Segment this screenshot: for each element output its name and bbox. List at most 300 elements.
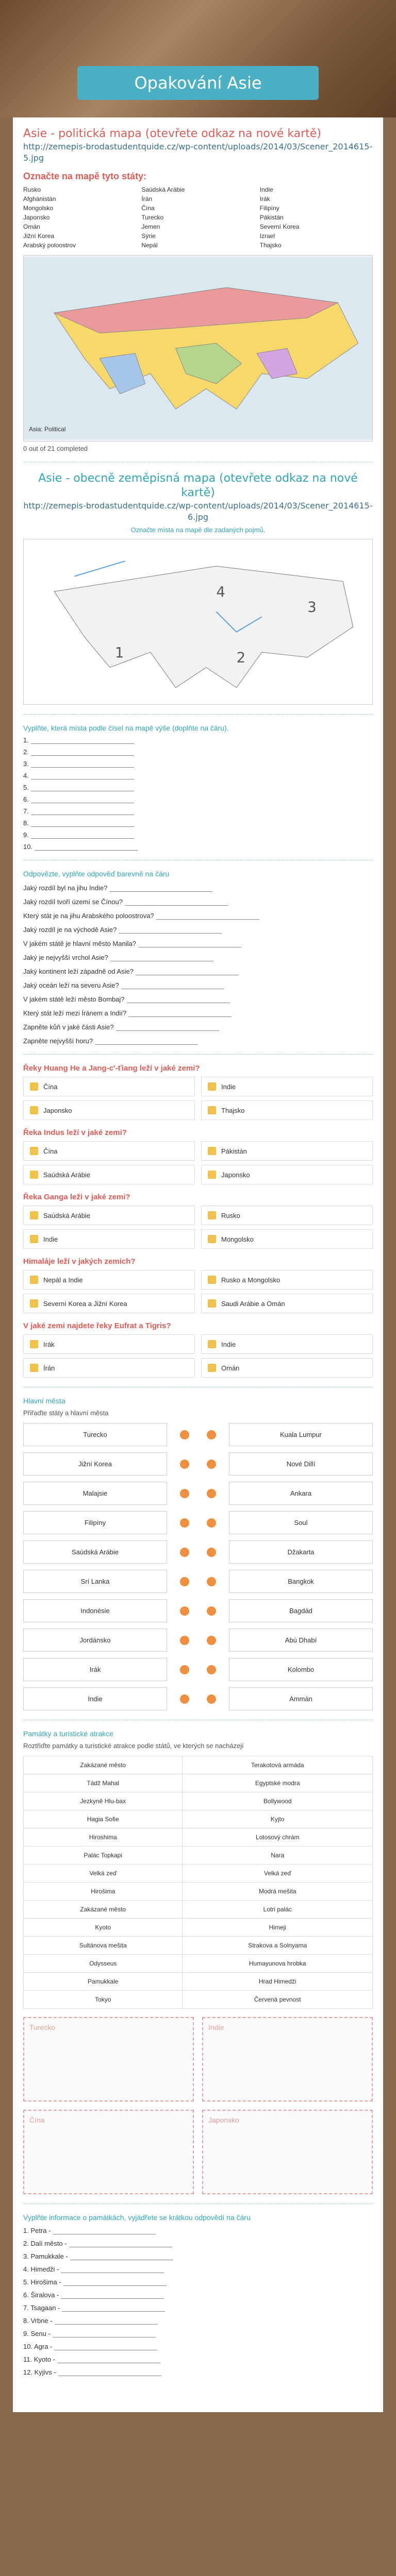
q2-sentence: [23, 1009, 373, 1017]
q1-number: 6.: [23, 795, 29, 803]
answer-input[interactable]: [70, 2253, 173, 2260]
q1-row: [23, 772, 373, 779]
mc-option[interactable]: [23, 1206, 195, 1225]
table-cell[interactable]: Hirošima: [24, 1883, 183, 1901]
state-item: Thajsko: [259, 242, 282, 249]
mc-option[interactable]: [23, 1229, 195, 1249]
answer-input[interactable]: [54, 2344, 157, 2350]
mc-question: Řeka Ganga leží v jaké zemi?: [23, 1193, 130, 1201]
mc-option-label: Thajsko: [221, 1106, 245, 1114]
worksheet: [13, 117, 383, 2412]
checkbox-icon[interactable]: [30, 1082, 38, 1091]
table-cell[interactable]: Kyjto: [183, 1810, 373, 1828]
page-title: Opakování Asie: [134, 73, 262, 93]
header-banner: [0, 0, 396, 117]
table-row: [24, 1973, 373, 1991]
checkbox-icon[interactable]: [208, 1211, 216, 1219]
pair-row: [23, 1452, 373, 1476]
q2-sentence: [23, 898, 373, 906]
q2-question: V jakém státě leží město Bombaj?: [23, 995, 125, 1003]
checkbox-icon[interactable]: [30, 1235, 38, 1243]
q2-question: Zapněte kůň v jaké části Asie?: [23, 1023, 114, 1031]
mc-option-label: Japonsko: [43, 1106, 72, 1114]
q2-question: Jaký rozdíl byl na jihu Indie?: [23, 884, 108, 892]
q2-question: Jaký rozdíl tvoří území se Čínou?: [23, 898, 123, 906]
states-grid: [23, 186, 373, 249]
political-map[interactable]: [23, 255, 373, 442]
map2-task: Označte místa na mapě dle zadaných pojmů.: [130, 526, 266, 534]
mc-option[interactable]: [23, 1141, 195, 1161]
pair-capital[interactable]: Bagdád: [229, 1599, 373, 1622]
pair-country[interactable]: Malajsie: [23, 1482, 167, 1505]
pair-capital[interactable]: Džakarta: [229, 1540, 373, 1564]
sort-bin[interactable]: [23, 2017, 194, 2102]
mc-option[interactable]: [201, 1206, 373, 1225]
table-cell[interactable]: Červená pevnost: [183, 1991, 373, 2009]
pair-country[interactable]: Jižní Korea: [23, 1452, 167, 1476]
state-item: Indie: [259, 186, 273, 193]
table-row: [24, 1937, 373, 1955]
mc-option-label: Indie: [221, 1082, 236, 1091]
checkbox-icon[interactable]: [208, 1171, 216, 1179]
q3-label: 12. Kyjivs -: [23, 2368, 56, 2376]
q2-question: Jaký oceán leží na severu Asie?: [23, 981, 119, 989]
title-box: [77, 66, 319, 100]
mc-option-label: Saudi Arábie a Omán: [221, 1299, 285, 1308]
table-cell[interactable]: Kyoto: [24, 1919, 183, 1937]
pair-country[interactable]: Saúdská Arábie: [23, 1540, 167, 1564]
mc-options: [23, 1334, 373, 1378]
connect-dot-icon[interactable]: [180, 1606, 189, 1616]
pairs-title: Hlavní města: [23, 1397, 65, 1405]
connect-dot-icon[interactable]: [180, 1460, 189, 1469]
sort-bin[interactable]: [202, 2110, 373, 2194]
pair-connector: [167, 1460, 229, 1469]
checkbox-icon[interactable]: [208, 1364, 216, 1372]
pair-capital[interactable]: Soul: [229, 1511, 373, 1534]
q2-sentence: [23, 981, 373, 989]
answer-input[interactable]: [61, 2292, 164, 2299]
sort-bin-label: Turecko: [29, 2023, 56, 2031]
state-item: Irák: [259, 195, 270, 202]
mc-option[interactable]: [201, 1229, 373, 1249]
pair-row: [23, 1687, 373, 1710]
q2-sentence: [23, 912, 373, 920]
table-cell[interactable]: Nara: [183, 1846, 373, 1865]
table-cell[interactable]: Jezkyně Hlu-bax: [24, 1792, 183, 1810]
answer-input[interactable]: [31, 796, 134, 803]
mc-option[interactable]: [23, 1100, 195, 1120]
answer-input[interactable]: [125, 899, 228, 906]
answer-input[interactable]: [62, 2305, 165, 2312]
q2-sentence: [23, 1037, 373, 1045]
table-row: [24, 1919, 373, 1937]
answer-input[interactable]: [121, 982, 224, 989]
q3-list: [23, 2227, 373, 2376]
mc-option-label: Rusko: [221, 1211, 240, 1219]
checkbox-icon[interactable]: [208, 1276, 216, 1284]
connect-dot-icon[interactable]: [207, 1606, 216, 1616]
q3-label: 3. Pamukkale -: [23, 2252, 68, 2260]
answer-input[interactable]: [31, 808, 134, 815]
pair-capital[interactable]: Abú Dhabí: [229, 1629, 373, 1652]
pair-row: [23, 1540, 373, 1564]
state-item: Jemen: [141, 223, 160, 230]
pair-capital[interactable]: Kolombo: [229, 1658, 373, 1681]
map1-link[interactable]: http://zemepis-brodastudentquide.cz/wp-content/uploads/2014/03/Scener_2014615-5.jpg: [23, 142, 373, 163]
map2-heading: Asie - obecně zeměpisná mapa (otevřete odkaz na nové kartě): [38, 472, 358, 499]
mc-question: V jaké zemi najdete řeky Eufrat a Tigris?: [23, 1321, 171, 1330]
q3-row: [23, 2330, 373, 2337]
table-cell[interactable]: Palác Topkapi: [24, 1846, 183, 1865]
q1-number: 8.: [23, 819, 29, 827]
q3-label: 4. Himedži -: [23, 2265, 59, 2273]
connect-dot-icon[interactable]: [207, 1548, 216, 1557]
checkbox-icon[interactable]: [208, 1299, 216, 1308]
q3-row: [23, 2291, 373, 2299]
mc-option-label: Írán: [43, 1364, 55, 1372]
q2-sentence: [23, 954, 373, 961]
state-item: Nepál: [141, 242, 158, 249]
table-cell[interactable]: Hiroshima: [24, 1828, 183, 1846]
pair-connector: [167, 1489, 229, 1498]
q3-row: [23, 2355, 373, 2363]
pair-country[interactable]: Srí Lanka: [23, 1570, 167, 1593]
table-cell[interactable]: Hrad Himedži: [183, 1973, 373, 1991]
table-cell[interactable]: Velká zeď: [183, 1865, 373, 1883]
table-row: [24, 1883, 373, 1901]
q1-row: [23, 795, 373, 803]
answer-input[interactable]: [53, 2228, 156, 2234]
answer-input[interactable]: [31, 820, 134, 827]
mc-section: [23, 1321, 373, 1378]
mc-option[interactable]: [23, 1358, 195, 1378]
map1-heading: Asie - politická mapa (otevřete odkaz na nové kartě): [23, 127, 322, 140]
state-item: Pákistán: [259, 214, 284, 221]
answer-input[interactable]: [31, 832, 134, 839]
q3-row: [23, 2304, 373, 2312]
answer-input[interactable]: [128, 1010, 232, 1017]
map2-label-2: 2: [236, 649, 246, 666]
map2-svg: [24, 539, 372, 704]
connect-dot-icon[interactable]: [207, 1694, 216, 1704]
answer-input[interactable]: [138, 941, 241, 947]
q1-number: 2.: [23, 748, 29, 756]
physical-map[interactable]: [23, 539, 373, 705]
table-cell[interactable]: Lotri palác: [183, 1901, 373, 1919]
checkbox-icon[interactable]: [30, 1106, 38, 1114]
checkbox-icon[interactable]: [30, 1171, 38, 1179]
mc-option[interactable]: [201, 1077, 373, 1096]
table-cell[interactable]: Tádž Mahal: [24, 1774, 183, 1792]
mc-question: Himaláje leží v jakých zemích?: [23, 1257, 136, 1266]
q2-sentence: [23, 1023, 373, 1031]
pair-country[interactable]: Filipíny: [23, 1511, 167, 1534]
table-cell[interactable]: Terakotová armáda: [183, 1756, 373, 1774]
checkbox-icon[interactable]: [208, 1340, 216, 1348]
answer-input[interactable]: [119, 927, 222, 934]
mc-option[interactable]: [201, 1270, 373, 1290]
mc-option-label: Pákistán: [221, 1147, 247, 1155]
mc-option[interactable]: [201, 1141, 373, 1161]
table-row: [24, 1828, 373, 1846]
answer-input[interactable]: [35, 844, 138, 851]
pair-row: [23, 1629, 373, 1652]
checkbox-icon[interactable]: [208, 1106, 216, 1114]
mc-options: [23, 1270, 373, 1313]
q2-question: Jaký je nejvyšší vrchol Asie?: [23, 954, 108, 961]
map2-label-4: 4: [216, 583, 225, 600]
answer-input[interactable]: [58, 2369, 161, 2376]
pair-connector: [167, 1518, 229, 1528]
q1-number: 3.: [23, 760, 29, 768]
q3-label: 2. Dalí město -: [23, 2240, 67, 2247]
q3-label: 9. Senu -: [23, 2330, 51, 2337]
q3-row: [23, 2252, 373, 2260]
connect-dot-icon[interactable]: [180, 1636, 189, 1645]
answer-input[interactable]: [109, 885, 212, 892]
mc-question: Řeka Indus leží v jaké zemi?: [23, 1128, 127, 1137]
answer-input[interactable]: [156, 913, 259, 920]
table-cell[interactable]: Himeji: [183, 1919, 373, 1937]
state-item: Arabský poloostrov: [23, 242, 76, 249]
connect-dot-icon[interactable]: [207, 1430, 216, 1439]
checkbox-icon[interactable]: [208, 1147, 216, 1155]
mc-option[interactable]: [23, 1334, 195, 1354]
state-item: Afghánistán: [23, 195, 56, 202]
pair-country[interactable]: Indie: [23, 1687, 167, 1710]
checkbox-icon[interactable]: [30, 1147, 38, 1155]
checkbox-icon[interactable]: [208, 1082, 216, 1091]
mc-option[interactable]: [23, 1270, 195, 1290]
q3-title: Vyplňte informace o památkách, vyjádřete se krátkou odpovědí na čáru: [23, 2213, 251, 2222]
connect-dot-icon[interactable]: [207, 1665, 216, 1674]
q3-label: 1. Petra -: [23, 2227, 51, 2234]
mc-option[interactable]: [201, 1334, 373, 1354]
table-row: [24, 1756, 373, 1774]
table-row: [24, 1774, 373, 1792]
mc-option[interactable]: [201, 1100, 373, 1120]
mc-option-label: Severní Korea a Jižní Korea: [43, 1299, 127, 1308]
connect-dot-icon[interactable]: [207, 1577, 216, 1586]
table-cell[interactable]: Strakova a Solnyama: [183, 1937, 373, 1955]
answer-input[interactable]: [69, 2241, 172, 2247]
state-item: Čína: [141, 205, 155, 212]
answer-input[interactable]: [110, 955, 213, 961]
t2-title: Památky a turistické atrakce: [23, 1730, 114, 1738]
connect-dot-icon[interactable]: [207, 1636, 216, 1645]
state-item: Omán: [23, 223, 40, 230]
pair-country[interactable]: Irák: [23, 1658, 167, 1681]
q1-row: [23, 760, 373, 768]
answer-input[interactable]: [31, 749, 134, 756]
q1-title: Vyplňte, která místa podle čísel na mapě výše (doplňte na čáru).: [23, 724, 229, 732]
checkbox-icon[interactable]: [30, 1211, 38, 1219]
q1-number: 5.: [23, 784, 29, 791]
answer-input[interactable]: [116, 1024, 219, 1031]
q1-list: [23, 736, 373, 851]
state-item: Írán: [141, 195, 153, 202]
mc-option-label: Nepál a Indie: [43, 1276, 83, 1284]
q2-sentence: [23, 995, 373, 1003]
pair-row: [23, 1658, 373, 1681]
sort-bin[interactable]: [202, 2017, 373, 2102]
sort-bin-label: Japonsko: [208, 2116, 239, 2124]
answer-input[interactable]: [95, 1038, 198, 1045]
pairs-list: [23, 1423, 373, 1710]
pair-capital[interactable]: Bangkok: [229, 1570, 373, 1593]
connect-dot-icon[interactable]: [207, 1460, 216, 1469]
divider: [23, 714, 373, 715]
q3-row: [23, 2240, 373, 2247]
q1-number: 4.: [23, 772, 29, 779]
answer-input[interactable]: [31, 773, 134, 779]
map2-label-3: 3: [307, 599, 317, 616]
q2-sentence: [23, 926, 373, 934]
table-cell[interactable]: Tokyo: [24, 1991, 183, 2009]
answer-input[interactable]: [127, 996, 230, 1003]
checkbox-icon[interactable]: [30, 1299, 38, 1308]
divider: [23, 1054, 373, 1055]
mc-option-label: Saúdská Arábie: [43, 1211, 91, 1219]
sort-bin-label: Čína: [29, 2116, 45, 2124]
table-cell[interactable]: Hagia Sofie: [24, 1810, 183, 1828]
pair-country[interactable]: Jordánsko: [23, 1629, 167, 1652]
table-cell[interactable]: Odysseus: [24, 1955, 183, 1973]
checkbox-icon[interactable]: [30, 1364, 38, 1372]
mc-option-label: Rusko a Mongolsko: [221, 1276, 280, 1284]
q1-row: [23, 843, 373, 851]
table-cell[interactable]: Zakázané město: [24, 1756, 183, 1774]
table-cell[interactable]: Bollywood: [183, 1792, 373, 1810]
mc-container: [23, 1064, 373, 1378]
q2-question: Jaký rozdíl je na východě Asie?: [23, 926, 117, 934]
mc-option[interactable]: [23, 1077, 195, 1096]
connect-dot-icon[interactable]: [207, 1489, 216, 1498]
answer-input[interactable]: [31, 761, 134, 768]
checkbox-icon[interactable]: [30, 1276, 38, 1284]
table-cell[interactable]: Sultánova mešita: [24, 1937, 183, 1955]
table-cell[interactable]: Egyptské modra: [183, 1774, 373, 1792]
table-cell[interactable]: Zakázané město: [24, 1901, 183, 1919]
q1-row: [23, 784, 373, 791]
state-item: Japonsko: [23, 214, 50, 221]
sort-bin[interactable]: [23, 2110, 194, 2194]
mc-option-label: Mongolsko: [221, 1235, 254, 1243]
answer-input[interactable]: [136, 969, 239, 975]
q1-row: [23, 736, 373, 744]
q2-question: V jakém státě je hlavní město Manila?: [23, 940, 136, 947]
pair-capital[interactable]: Nové Dillí: [229, 1452, 373, 1476]
map2-label-1: 1: [114, 644, 124, 661]
pair-connector: [167, 1665, 229, 1674]
q3-row: [23, 2227, 373, 2234]
answer-input[interactable]: [57, 2357, 160, 2363]
map-svg: [24, 256, 372, 441]
answer-input[interactable]: [61, 2266, 164, 2273]
pair-capital[interactable]: Kuala Lumpur: [229, 1423, 373, 1446]
table-cell[interactable]: Lotosový chrám: [183, 1828, 373, 1846]
pair-connector: [167, 1577, 229, 1586]
pair-capital[interactable]: Ankara: [229, 1482, 373, 1505]
connect-dot-icon[interactable]: [180, 1518, 189, 1528]
mc-option-label: Indie: [43, 1235, 58, 1243]
mc-options: [23, 1206, 373, 1249]
checkbox-icon[interactable]: [208, 1235, 216, 1243]
state-item: Mongolsko: [23, 205, 54, 212]
connect-dot-icon[interactable]: [180, 1548, 189, 1557]
pair-capital[interactable]: Ammán: [229, 1687, 373, 1710]
answer-input[interactable]: [63, 2279, 167, 2286]
q1-number: 1.: [23, 736, 29, 744]
mc-section: [23, 1193, 373, 1249]
map-label: Asia: Political: [29, 426, 66, 433]
answer-input[interactable]: [55, 2318, 158, 2325]
table-cell[interactable]: Modrá mešita: [183, 1883, 373, 1901]
q2-question: Který stát je na jihu Arabského poloostrova?: [23, 912, 154, 920]
connect-dot-icon[interactable]: [180, 1430, 189, 1439]
q1-row: [23, 819, 373, 827]
answer-input[interactable]: [31, 785, 134, 791]
sort-bin-label: Indie: [208, 2023, 224, 2031]
table-cell[interactable]: Humayunova hrobka: [183, 1955, 373, 1973]
mc-option[interactable]: [23, 1165, 195, 1184]
mc-options: [23, 1141, 373, 1184]
q2-sentence: [23, 940, 373, 947]
table-row: [24, 1991, 373, 2009]
pair-row: [23, 1482, 373, 1505]
pair-connector: [167, 1606, 229, 1616]
q1-number: 9.: [23, 831, 29, 839]
mc-section: [23, 1128, 373, 1184]
checkbox-icon[interactable]: [30, 1340, 38, 1348]
q1-row: [23, 748, 373, 756]
table-cell[interactable]: Velká zeď: [24, 1865, 183, 1883]
connect-dot-icon[interactable]: [180, 1665, 189, 1674]
mc-option[interactable]: [201, 1294, 373, 1313]
connect-dot-icon[interactable]: [180, 1489, 189, 1498]
connect-dot-icon[interactable]: [180, 1577, 189, 1586]
state-item: Jižní Korea: [23, 232, 55, 240]
q3-label: 6. Širalova -: [23, 2291, 59, 2299]
pair-country[interactable]: Indonésie: [23, 1599, 167, 1622]
q3-row: [23, 2343, 373, 2350]
mc-option[interactable]: [201, 1165, 373, 1184]
state-item: Turecko: [141, 214, 164, 221]
mc-option[interactable]: [201, 1358, 373, 1378]
mc-option[interactable]: [23, 1294, 195, 1313]
table-cell[interactable]: Pamukkale: [24, 1973, 183, 1991]
pair-country[interactable]: Turecko: [23, 1423, 167, 1446]
map2-link[interactable]: http://zemepis-brodastudentquide.cz/wp-content/uploads/2014/03/Scener_2014615-6.jpg: [23, 501, 373, 522]
q1-row: [23, 831, 373, 839]
connect-dot-icon[interactable]: [180, 1694, 189, 1704]
q1-number: 10.: [23, 843, 33, 851]
q2-sentence: [23, 968, 373, 975]
connect-dot-icon[interactable]: [207, 1518, 216, 1528]
state-item: Saúdská Arábie: [141, 186, 185, 193]
pair-row: [23, 1511, 373, 1534]
table-row: [24, 1846, 373, 1865]
mc-option-label: Indie: [221, 1340, 236, 1348]
q3-label: 5. Hirošima -: [23, 2278, 61, 2286]
mc-option-label: Čína: [43, 1082, 58, 1091]
q2-question: Jaký kontinent leží západně od Asie?: [23, 968, 134, 975]
answer-input[interactable]: [53, 2331, 156, 2337]
answer-input[interactable]: [31, 737, 134, 744]
pair-connector: [167, 1430, 229, 1439]
q2-title: Odpovězte, vyplňte odpověď barevně na čáru: [23, 870, 170, 878]
